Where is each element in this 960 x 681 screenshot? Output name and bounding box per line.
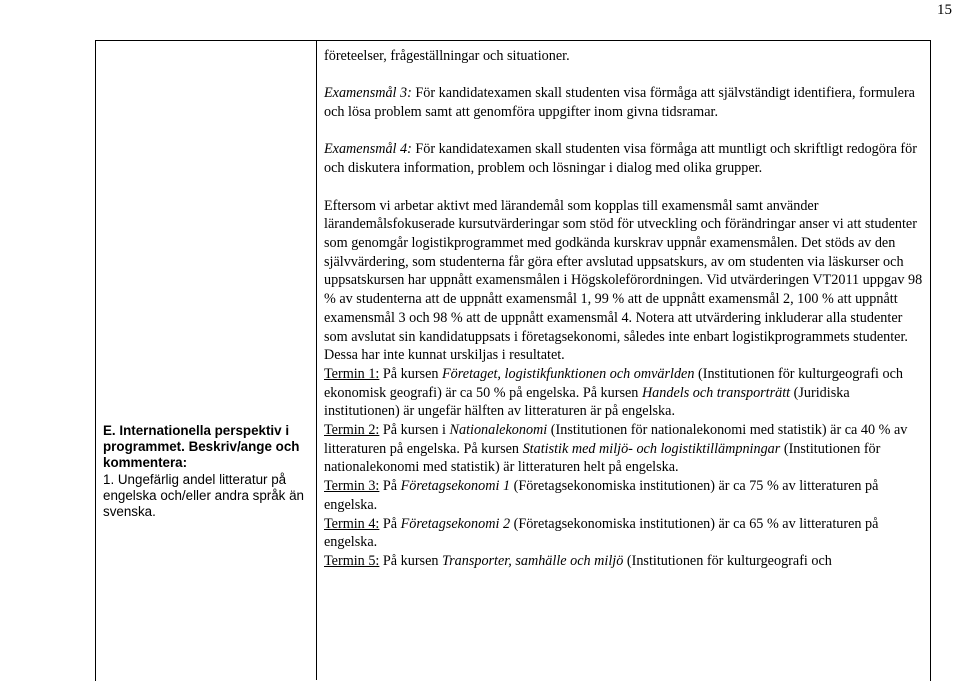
term-5-label: Termin 5:	[324, 552, 380, 569]
term-4-label: Termin 4:	[324, 515, 380, 532]
column-divider	[316, 40, 317, 680]
term-3-text-a: På	[379, 478, 401, 495]
term-1-label: Termin 1:	[324, 365, 380, 382]
term-5-paragraph	[324, 552, 924, 571]
right-column	[324, 47, 924, 571]
term-4-paragraph	[324, 515, 924, 552]
evaluation-paragraph: Eftersom vi arbetar aktivt med lärandemål som kopplas till examensmål samt använder lärandemålsfokuserade kursutvärderingar som stöd för utveckling och förändringar anser vi att studenter som genomgår logistikprogrammet med godkända kurskrav uppnår examensmålen. Det stöds av den självvärdering, som studenterna får göra efter avslutad uppsatskurs, av om studenten via läskurser och uppsatskursen har uppnått examensmålen i Högskoleförordningen. Vid utvärderingen VT2011 uppgav 98 % av studenterna att de uppnått examensmål 1, 99 % att de uppnått examensmål 2, 100 % att uppnått examensmål 3 och 98 % att de uppnått examensmål 4. Notera att utvärdering inkluderar alla studenter som avslutat sin kandidatuppsats i företagsekonomi, således inte enbart logistikprogrammets studenter. Dessa har inte kunnat urskiljas i resultatet.	[324, 197, 923, 364]
term-2-paragraph	[324, 421, 924, 477]
term-4-text-a: På	[379, 515, 401, 532]
goal-3-label: Examensmål 3:	[324, 85, 412, 102]
term-5-text-a: På kursen	[379, 552, 443, 569]
term-4-course: Företagsekonomi 2	[400, 515, 511, 532]
goal-4-label: Examensmål 4:	[324, 141, 412, 158]
term-1-paragraph	[324, 365, 924, 421]
term-3-label: Termin 3:	[324, 478, 380, 495]
term-2-course-2: Statistik med miljö- och logistiktillämpningar	[522, 440, 781, 457]
goal-3-text: För kandidatexamen skall studenten visa förmåga att självständigt identifiera, formulera och lösa problem samt att genomföra uppgifter inom givna tidsramar.	[324, 85, 915, 121]
goal-4-text: För kandidatexamen skall studenten visa förmåga att muntligt och skriftligt redogöra för och diskutera information, problem och lösningar i dialog med olika grupper.	[324, 141, 917, 177]
term-2-label: Termin 2:	[324, 422, 380, 439]
term-2-course: Nationalekonomi	[449, 422, 548, 439]
section-question: 1. Ungefärlig andel litteratur på engelska och/eller andra språk än svenska.	[103, 471, 304, 520]
goal-3-paragraph	[324, 84, 924, 121]
term-1-course: Företaget, logistikfunktionen och omvärlden	[442, 365, 695, 382]
intro-fragment: företeelser, frågeställningar och situationer.	[324, 48, 570, 64]
term-5-text-b: (Institutionen för kulturgeografi och	[623, 552, 832, 569]
term-4-text-b: (Företagsekonomiska institutionen) är ca 65 % av litteraturen på engelska.	[324, 515, 879, 551]
term-3-text-b: (Företagsekonomiska institutionen) är ca 75 % av litteraturen på engelska.	[324, 478, 879, 513]
term-3-paragraph	[324, 477, 924, 514]
term-3-course: Företagsekonomi 1	[400, 478, 511, 495]
term-5-course: Transporter, samhälle och miljö	[442, 552, 624, 569]
term-2-text-a: På kursen i	[379, 422, 450, 439]
term-1-text-a: På kursen	[379, 365, 443, 382]
left-column	[103, 423, 311, 520]
goal-4-paragraph	[324, 140, 924, 177]
section-heading: E. Internationella perspektiv i programmet. Beskriv/ange och kommentera:	[103, 423, 300, 471]
term-2-text-b: (Institutionen för nationalekonomi med statistik) är ca 40 % av litteraturen på engelska. På kursen	[324, 422, 908, 457]
page-number: 15	[937, 2, 952, 18]
term-1-text-c: (Juridiska institutionen) är ungefär hälften av litteraturen är på engelska.	[324, 384, 850, 420]
term-2-text-c: (Institutionen för nationalekonomi med statistik) är litteraturen helt på engelska.	[324, 440, 881, 476]
term-1-course-2: Handels och transporträtt	[641, 384, 791, 401]
term-1-text-b: (Institutionen för kulturgeografi och ekonomisk geografi) är ca 50 % på engelska. På kursen	[324, 365, 904, 401]
